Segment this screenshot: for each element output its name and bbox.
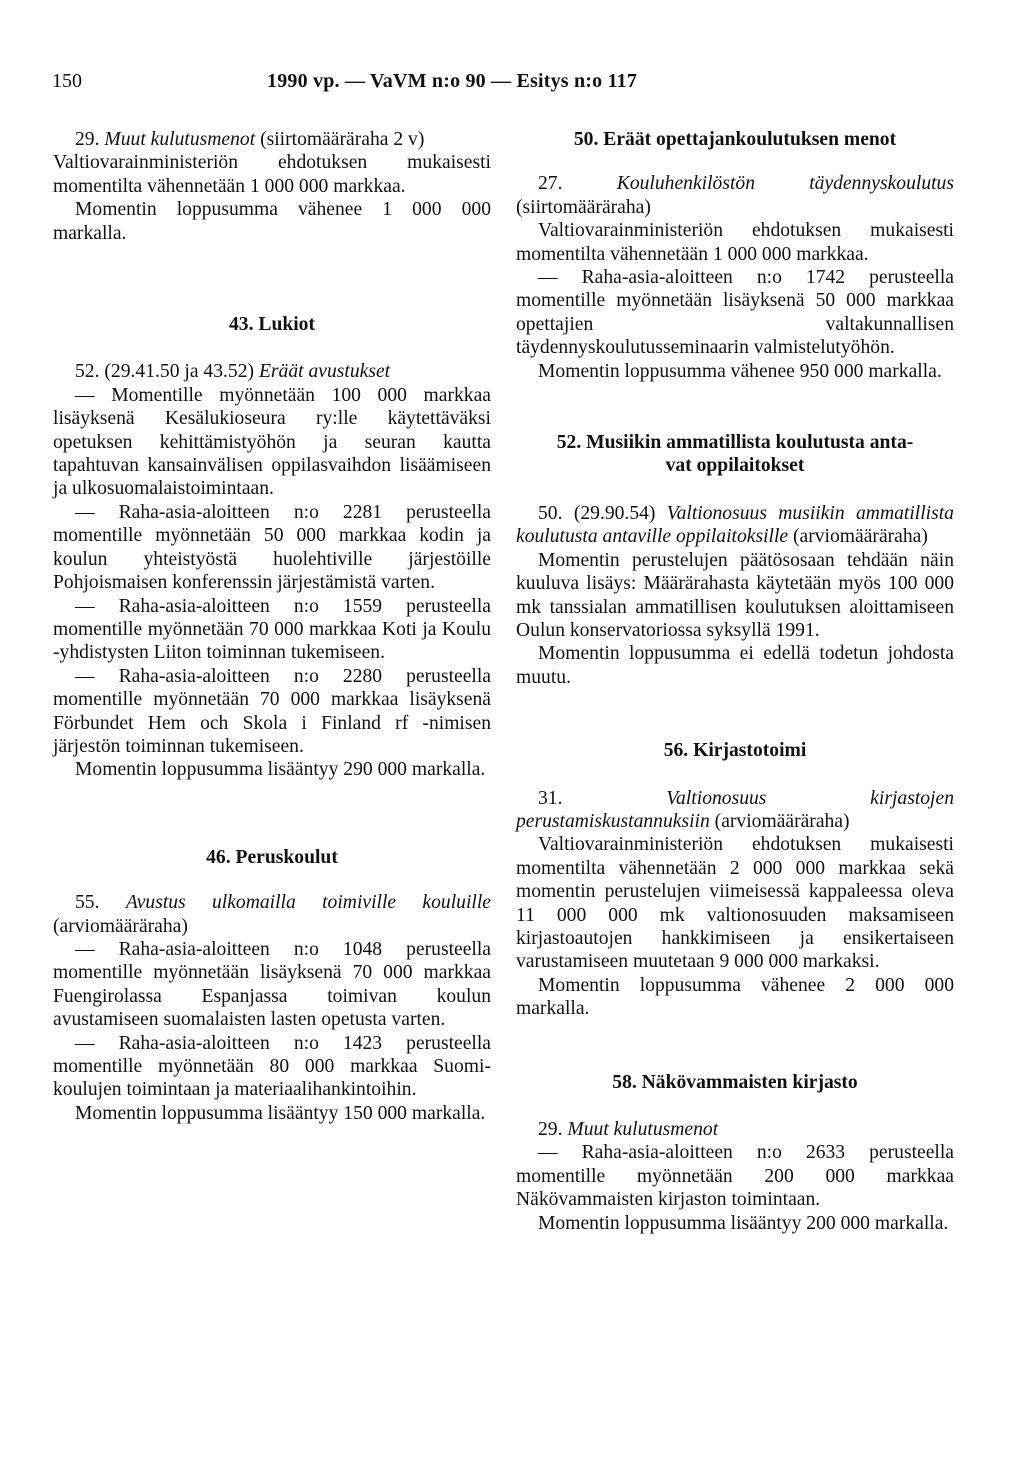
paragraph: Momentin loppusumma lisääntyy 150 000 markalla. (75, 1102, 486, 1124)
item-heading: 55. Avustus ulkomailla toimiville kouluille (arviomääräraha) (53, 892, 491, 937)
paragraph: — Raha-asia-aloitteen n:o 1742 perusteella momentille myönnetään lisäyksenä 50 000 markkaa opettajien valtakunnallisen täydennyskoulutusseminaarin valmistelutyöhön. (516, 267, 954, 359)
paragraph: Momentin loppusumma lisääntyy 200 000 markalla. (538, 1212, 949, 1234)
paragraph: Valtiovarainministeriön ehdotuksen mukaisesti momentilta vähennetään 1 000 000 markkaa. (53, 152, 491, 197)
paragraph: Valtiovarainministeriön ehdotuksen mukaisesti momentilta vähennetään 2 000 000 markkaa sekä momentin perustelujen viimeisessä kappaleessa oleva 11 000 000 mk valtionosuuden maksamiseen kirjastoautojen hankkimiseen ja ensikertaiseen varustamiseen muutetaan 9 000 000 markaksi. (516, 834, 954, 973)
paragraph: Momentin perustelujen päätösosaan tehdään näin kuuluva lisäys: Määrärahasta käytetään myös 100 000 mk tanssialan ammatillisen koulutuksen aloittamiseen Oulun konservatoriossa syksyllä 1991. (516, 549, 954, 641)
section-heading: 56. Kirjastotoimi (663, 740, 807, 762)
paragraph: — Raha-asia-aloitteen n:o 1559 perusteella momentille myönnetään 70 000 markkaa Koti ja Koulu -yhdistysten Liiton toiminnan tukemiseen. (53, 595, 491, 664)
item-heading: 29. Muut kulutusmenot (538, 1119, 719, 1140)
section-heading: 58. Näkövammaisten kirjasto (612, 1071, 858, 1093)
paragraph: — Momentille myönnetään 100 000 markkaa lisäyksenä Kesälukioseura ry:lle käytettäväksi opetuksen kehittämistyöhön ja seuran kautta tapahtuvan kansainvälisen oppilasvaihdon lisäämiseen ja ulkosuomalaistoimintaan. (53, 384, 491, 500)
paragraph: — Raha-asia-aloitteen n:o 2281 perusteella momentille myönnetään 50 000 markkaa kodin ja koulun yhteistyöstä huolehtiville järjestöille Pohjoismaisen konferenssin järjestämistä varten. (53, 501, 491, 594)
item-heading: 50. (29.90.54) Valtionosuus musiikin ammatillista koulutusta antaville oppilaitoksille (arviomääräraha) (516, 502, 954, 548)
page-number: 150 (52, 70, 82, 92)
paragraph: Valtiovarainministeriön ehdotuksen mukaisesti momentilta vähennetään 1 000 000 markkaa. (516, 220, 954, 265)
paragraph: — Raha-asia-aloitteen n:o 2633 perusteella momentille myönnetään 200 000 markkaa Näkövammaisten kirjaston toimintaan. (516, 1142, 954, 1211)
section-heading: 52. Musiikin ammatillista koulutusta anta- vat oppilaitokset (556, 432, 914, 477)
running-head: 1990 vp. — VaVM n:o 90 — Esitys n:o 117 (267, 70, 638, 92)
page-header (52, 70, 972, 100)
paragraph: Momentin loppusumma ei edellä todetun johdosta muutu. (516, 643, 954, 688)
section-heading: 50. Eräät opettajankoulutuksen menot (573, 129, 897, 150)
paragraph: — Raha-asia-aloitteen n:o 2280 perusteella momentille myönnetään 70 000 markkaa lisäyksenä Förbundet Hem och Skola i Finland rf -nimisen järjestön toiminnan tukemiseen. (53, 665, 491, 757)
left-column (53, 128, 491, 1125)
paragraph: — Raha-asia-aloitteen n:o 1423 perusteella momentille myönnetään 80 000 markkaa Suomi-koulujen toimintaan ja materiaalihankintoihin. (53, 1032, 491, 1101)
section-heading: 43. Lukiot (228, 314, 316, 336)
item-heading: 52. (29.41.50 ja 43.52) Eräät avustukset (75, 361, 391, 383)
paragraph: Momentin loppusumma vähenee 2 000 000 markalla. (516, 974, 954, 1020)
paragraph: — Raha-asia-aloitteen n:o 1048 perusteella momentille myönnetään lisäyksenä 70 000 markkaa Fuengirolassa Espanjassa toimivan koulun avustamiseen suomalaisten lasten opetusta varten. (53, 938, 491, 1031)
section-heading: 46. Peruskoulut (206, 846, 338, 868)
item-heading: 27. Kouluhenkilöstön täydennyskoulutus (siirtomääräraha) (516, 173, 954, 218)
right-column (516, 128, 954, 1235)
item-heading: 31. Valtionosuus kirjastojen perustamiskustannuksiin (arviomääräraha) (516, 787, 954, 832)
paragraph: Momentin loppusumma vähenee 1 000 000 markalla. (53, 199, 491, 244)
paragraph: Momentin loppusumma vähenee 950 000 markalla. (538, 360, 942, 382)
paragraph: Momentin loppusumma lisääntyy 290 000 markalla. (75, 759, 486, 781)
item-heading: 29. Muut kulutusmenot (siirtomääräraha 2 v) (75, 129, 425, 150)
